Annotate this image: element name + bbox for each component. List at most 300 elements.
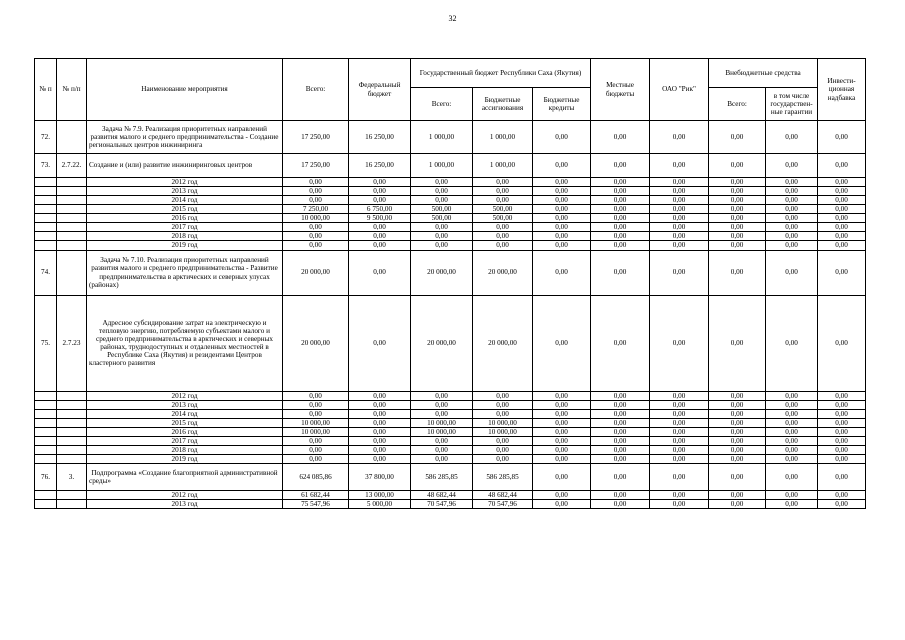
row-code <box>57 232 87 241</box>
row-value: 0,00 <box>533 250 591 295</box>
row-year: 2018 год <box>87 232 283 241</box>
row-num <box>35 436 57 445</box>
row-value: 0,00 <box>766 232 818 241</box>
table-row <box>35 295 866 391</box>
row-value: 0,00 <box>349 196 411 205</box>
row-value: 0,00 <box>818 500 866 509</box>
row-num <box>35 178 57 187</box>
row-value: 0,00 <box>818 454 866 463</box>
row-value: 0,00 <box>591 454 650 463</box>
row-year: 2015 год <box>87 418 283 427</box>
row-value: 0,00 <box>473 454 533 463</box>
row-value: 0,00 <box>818 409 866 418</box>
row-year: 2017 год <box>87 223 283 232</box>
row-value: 0,00 <box>349 187 411 196</box>
row-num <box>35 214 57 223</box>
row-value: 586 285,85 <box>411 464 473 491</box>
row-value: 0,00 <box>533 178 591 187</box>
row-value: 0,00 <box>533 154 591 178</box>
row-value: 0,00 <box>533 491 591 500</box>
row-code <box>57 391 87 400</box>
row-value: 0,00 <box>709 178 766 187</box>
row-value: 0,00 <box>818 391 866 400</box>
row-value: 0,00 <box>766 241 818 250</box>
row-value: 0,00 <box>709 232 766 241</box>
row-value: 0,00 <box>709 205 766 214</box>
row-year: 2017 год <box>87 436 283 445</box>
header-regional-total: Всего: <box>411 88 473 121</box>
row-code: 2.7.22. <box>57 154 87 178</box>
row-code <box>57 409 87 418</box>
row-value: 10 000,00 <box>473 427 533 436</box>
header-regional-credits: Бюджетные кредиты <box>533 88 591 121</box>
row-value: 0,00 <box>591 223 650 232</box>
row-code <box>57 214 87 223</box>
row-value: 0,00 <box>533 445 591 454</box>
row-value: 0,00 <box>818 464 866 491</box>
row-value: 0,00 <box>650 454 709 463</box>
row-value: 0,00 <box>650 436 709 445</box>
row-value: 0,00 <box>650 409 709 418</box>
row-value: 48 682,44 <box>411 491 473 500</box>
row-code <box>57 205 87 214</box>
row-year: 2012 год <box>87 391 283 400</box>
row-value: 0,00 <box>650 187 709 196</box>
row-value: 10 000,00 <box>283 427 349 436</box>
row-name: Задача № 7.9. Реализация приоритетных направлений развития малого и среднего предпринимательства - Создание региональных центров инжиниринга <box>87 121 283 154</box>
row-value: 0,00 <box>709 121 766 154</box>
row-value: 0,00 <box>533 400 591 409</box>
row-value: 0,00 <box>349 400 411 409</box>
row-value: 0,00 <box>473 436 533 445</box>
table-row <box>35 121 866 154</box>
year-row <box>35 409 866 418</box>
row-value: 0,00 <box>650 205 709 214</box>
row-value: 0,00 <box>591 427 650 436</box>
row-value: 1 000,00 <box>473 121 533 154</box>
row-value: 0,00 <box>709 454 766 463</box>
row-num <box>35 491 57 500</box>
row-year: 2014 год <box>87 196 283 205</box>
row-code <box>57 445 87 454</box>
row-value: 0,00 <box>283 391 349 400</box>
row-num <box>35 391 57 400</box>
row-value: 0,00 <box>650 121 709 154</box>
row-name: Задача № 7.10. Реализация приоритетных направлений развития малого и среднего предпринимательства - Развитие предпринимательства в арктических и северных улусах (районах) <box>87 250 283 295</box>
row-value: 0,00 <box>818 154 866 178</box>
row-num <box>35 232 57 241</box>
row-value: 0,00 <box>818 436 866 445</box>
header-federal: Федеральный бюджет <box>349 59 411 121</box>
row-value: 0,00 <box>709 250 766 295</box>
row-value: 0,00 <box>766 391 818 400</box>
row-value: 10 000,00 <box>473 418 533 427</box>
row-value: 0,00 <box>533 214 591 223</box>
row-code <box>57 400 87 409</box>
row-value: 0,00 <box>650 154 709 178</box>
page-number: 32 <box>448 14 457 23</box>
row-value: 0,00 <box>591 232 650 241</box>
header-extra-guarantee: в том числе государствен-ные гарантии <box>766 88 818 121</box>
row-value: 70 547,96 <box>411 500 473 509</box>
row-value: 10 000,00 <box>411 418 473 427</box>
row-value: 0,00 <box>709 491 766 500</box>
row-value: 0,00 <box>591 241 650 250</box>
row-value: 0,00 <box>818 232 866 241</box>
year-row <box>35 400 866 409</box>
row-num <box>35 418 57 427</box>
row-year: 2018 год <box>87 445 283 454</box>
row-value: 0,00 <box>650 241 709 250</box>
row-value: 0,00 <box>283 454 349 463</box>
row-value: 0,00 <box>650 295 709 391</box>
row-value: 0,00 <box>818 418 866 427</box>
row-year: 2019 год <box>87 454 283 463</box>
row-value: 20 000,00 <box>473 295 533 391</box>
row-value: 0,00 <box>709 391 766 400</box>
table-header <box>35 59 866 121</box>
header-total: Всего: <box>283 59 349 121</box>
row-value: 0,00 <box>650 464 709 491</box>
row-value: 0,00 <box>283 409 349 418</box>
row-value: 0,00 <box>818 223 866 232</box>
row-value: 0,00 <box>533 391 591 400</box>
row-value: 0,00 <box>533 464 591 491</box>
row-value: 37 800,00 <box>349 464 411 491</box>
row-value: 20 000,00 <box>283 295 349 391</box>
row-num <box>35 427 57 436</box>
row-code <box>57 121 87 154</box>
row-value: 586 285,85 <box>473 464 533 491</box>
row-value: 0,00 <box>766 436 818 445</box>
row-value: 10 000,00 <box>283 418 349 427</box>
row-value: 0,00 <box>283 241 349 250</box>
row-value: 0,00 <box>591 295 650 391</box>
table-row <box>35 250 866 295</box>
row-value: 0,00 <box>766 187 818 196</box>
row-value: 0,00 <box>650 391 709 400</box>
row-value: 0,00 <box>709 154 766 178</box>
year-row <box>35 445 866 454</box>
row-value: 0,00 <box>766 205 818 214</box>
row-num: 72. <box>35 121 57 154</box>
row-value: 13 000,00 <box>349 491 411 500</box>
row-code <box>57 491 87 500</box>
row-value: 0,00 <box>818 491 866 500</box>
row-num: 75. <box>35 295 57 391</box>
row-name: Создание и (или) развитие инжиниринговых центров <box>87 154 283 178</box>
row-value: 0,00 <box>473 391 533 400</box>
row-num <box>35 500 57 509</box>
row-value: 0,00 <box>283 445 349 454</box>
header-regional-alloc: Бюджетные ассигнования <box>473 88 533 121</box>
row-value: 0,00 <box>349 391 411 400</box>
row-value: 0,00 <box>473 400 533 409</box>
year-row <box>35 241 866 250</box>
row-value: 0,00 <box>650 500 709 509</box>
row-value: 0,00 <box>533 223 591 232</box>
row-value: 10 000,00 <box>411 427 473 436</box>
row-num: 73. <box>35 154 57 178</box>
row-value: 0,00 <box>818 121 866 154</box>
row-value: 0,00 <box>283 178 349 187</box>
row-year: 2019 год <box>87 241 283 250</box>
row-num <box>35 409 57 418</box>
table-body <box>35 121 866 509</box>
row-value: 0,00 <box>766 223 818 232</box>
row-value: 0,00 <box>473 187 533 196</box>
row-value: 0,00 <box>473 223 533 232</box>
header-invest: Инвести-ционная надбавка <box>818 59 866 121</box>
row-year: 2016 год <box>87 427 283 436</box>
row-value: 0,00 <box>709 187 766 196</box>
row-value: 0,00 <box>766 154 818 178</box>
row-value: 0,00 <box>766 491 818 500</box>
row-value: 1 000,00 <box>411 121 473 154</box>
row-value: 0,00 <box>650 196 709 205</box>
header-company: ОАО "Рик" <box>650 59 709 121</box>
row-value: 0,00 <box>473 196 533 205</box>
row-value: 9 500,00 <box>349 214 411 223</box>
header-code: № п/п <box>57 59 87 121</box>
row-value: 0,00 <box>591 391 650 400</box>
year-row <box>35 187 866 196</box>
row-value: 0,00 <box>411 223 473 232</box>
row-value: 0,00 <box>349 445 411 454</box>
row-code <box>57 178 87 187</box>
row-value: 0,00 <box>591 205 650 214</box>
row-value: 0,00 <box>349 436 411 445</box>
row-value: 0,00 <box>650 400 709 409</box>
row-value: 0,00 <box>709 241 766 250</box>
row-value: 0,00 <box>709 196 766 205</box>
row-value: 20 000,00 <box>411 295 473 391</box>
row-value: 0,00 <box>766 409 818 418</box>
row-num <box>35 205 57 214</box>
row-value: 0,00 <box>818 178 866 187</box>
row-value: 0,00 <box>766 445 818 454</box>
row-value: 7 250,00 <box>283 205 349 214</box>
row-value: 0,00 <box>349 223 411 232</box>
row-value: 0,00 <box>411 436 473 445</box>
row-value: 6 750,00 <box>349 205 411 214</box>
row-value: 0,00 <box>283 223 349 232</box>
row-year: 2013 год <box>87 400 283 409</box>
row-value: 0,00 <box>411 232 473 241</box>
row-name: Адресное субсидирование затрат на электрическую и тепловую энергию, потребляемую субъектами малого и среднего предпринимательства в арктических и северных районах, труднодоступных и отдаленных местностей в Республике Саха (Якутия) и резидентами Центров кластерного развития <box>87 295 283 391</box>
row-year: 2013 год <box>87 187 283 196</box>
row-num <box>35 454 57 463</box>
row-num <box>35 241 57 250</box>
row-value: 0,00 <box>533 418 591 427</box>
header-regional-group: Государственный бюджет Республики Саха (Якутия) <box>411 59 591 88</box>
row-value: 0,00 <box>411 445 473 454</box>
row-value: 0,00 <box>818 400 866 409</box>
row-value: 500,00 <box>473 205 533 214</box>
row-value: 0,00 <box>411 409 473 418</box>
year-row <box>35 427 866 436</box>
row-num <box>35 196 57 205</box>
row-code <box>57 241 87 250</box>
year-row <box>35 491 866 500</box>
row-value: 0,00 <box>283 187 349 196</box>
row-value: 0,00 <box>533 500 591 509</box>
row-value: 0,00 <box>473 445 533 454</box>
row-value: 624 085,86 <box>283 464 349 491</box>
row-value: 0,00 <box>591 196 650 205</box>
header-extra-total: Всего: <box>709 88 766 121</box>
row-value: 0,00 <box>709 214 766 223</box>
row-value: 0,00 <box>411 178 473 187</box>
row-value: 17 250,00 <box>283 154 349 178</box>
row-value: 0,00 <box>766 464 818 491</box>
row-value: 0,00 <box>283 196 349 205</box>
row-value: 0,00 <box>591 464 650 491</box>
row-value: 0,00 <box>411 454 473 463</box>
row-value: 0,00 <box>349 295 411 391</box>
row-value: 0,00 <box>349 427 411 436</box>
row-value: 0,00 <box>411 196 473 205</box>
row-value: 0,00 <box>591 436 650 445</box>
row-code: 2.7.23 <box>57 295 87 391</box>
row-value: 0,00 <box>411 400 473 409</box>
row-value: 0,00 <box>533 295 591 391</box>
year-row <box>35 223 866 232</box>
row-value: 0,00 <box>650 445 709 454</box>
row-value: 17 250,00 <box>283 121 349 154</box>
row-value: 0,00 <box>283 232 349 241</box>
header-extra-group: Внебюджетные средства <box>709 59 818 88</box>
row-value: 0,00 <box>766 295 818 391</box>
row-value: 10 000,00 <box>283 214 349 223</box>
row-value: 0,00 <box>818 295 866 391</box>
row-value: 0,00 <box>650 223 709 232</box>
row-value: 61 682,44 <box>283 491 349 500</box>
row-value: 0,00 <box>533 232 591 241</box>
row-value: 0,00 <box>818 214 866 223</box>
row-num <box>35 223 57 232</box>
row-num: 76. <box>35 464 57 491</box>
row-num <box>35 187 57 196</box>
row-value: 0,00 <box>411 241 473 250</box>
row-value: 0,00 <box>818 205 866 214</box>
year-row <box>35 214 866 223</box>
row-value: 16 250,00 <box>349 121 411 154</box>
year-row <box>35 418 866 427</box>
row-value: 1 000,00 <box>411 154 473 178</box>
row-value: 16 250,00 <box>349 154 411 178</box>
row-value: 0,00 <box>411 187 473 196</box>
row-value: 0,00 <box>766 400 818 409</box>
row-year: 2016 год <box>87 214 283 223</box>
row-value: 0,00 <box>591 214 650 223</box>
row-value: 0,00 <box>533 427 591 436</box>
row-value: 0,00 <box>591 178 650 187</box>
row-value: 0,00 <box>591 250 650 295</box>
row-name: Подпрограмма «Создание благоприятной административной среды» <box>87 464 283 491</box>
row-value: 0,00 <box>766 454 818 463</box>
year-row <box>35 436 866 445</box>
row-value: 0,00 <box>650 491 709 500</box>
year-row <box>35 500 866 509</box>
row-value: 70 547,96 <box>473 500 533 509</box>
row-value: 0,00 <box>766 427 818 436</box>
row-value: 0,00 <box>766 250 818 295</box>
row-value: 0,00 <box>650 214 709 223</box>
row-value: 0,00 <box>591 500 650 509</box>
row-code <box>57 187 87 196</box>
row-value: 0,00 <box>591 418 650 427</box>
row-code <box>57 223 87 232</box>
row-value: 0,00 <box>283 400 349 409</box>
row-code <box>57 500 87 509</box>
row-value: 0,00 <box>650 427 709 436</box>
row-value: 0,00 <box>349 250 411 295</box>
year-row <box>35 205 866 214</box>
row-value: 500,00 <box>411 205 473 214</box>
row-value: 20 000,00 <box>411 250 473 295</box>
row-value: 0,00 <box>709 500 766 509</box>
row-value: 0,00 <box>349 232 411 241</box>
row-num: 74. <box>35 250 57 295</box>
row-value: 0,00 <box>709 223 766 232</box>
row-code <box>57 427 87 436</box>
row-value: 0,00 <box>709 400 766 409</box>
row-value: 0,00 <box>533 436 591 445</box>
year-row <box>35 391 866 400</box>
row-year: 2012 год <box>87 491 283 500</box>
row-value: 500,00 <box>473 214 533 223</box>
row-value: 0,00 <box>533 241 591 250</box>
row-value: 0,00 <box>818 196 866 205</box>
row-value: 0,00 <box>533 205 591 214</box>
row-value: 0,00 <box>349 418 411 427</box>
row-value: 500,00 <box>411 214 473 223</box>
table-row <box>35 464 866 491</box>
row-value: 48 682,44 <box>473 491 533 500</box>
header-name: Наименование мероприятия <box>87 59 283 121</box>
header-local: Местные бюджеты <box>591 59 650 121</box>
header-num: № п <box>35 59 57 121</box>
row-value: 0,00 <box>766 418 818 427</box>
row-code <box>57 196 87 205</box>
row-value: 20 000,00 <box>473 250 533 295</box>
row-value: 0,00 <box>709 436 766 445</box>
row-value: 0,00 <box>533 454 591 463</box>
row-value: 0,00 <box>650 418 709 427</box>
row-value: 0,00 <box>650 232 709 241</box>
year-row <box>35 178 866 187</box>
table-row <box>35 154 866 178</box>
row-value: 0,00 <box>818 250 866 295</box>
row-value: 0,00 <box>818 241 866 250</box>
row-value: 0,00 <box>473 409 533 418</box>
row-value: 0,00 <box>818 427 866 436</box>
row-value: 0,00 <box>650 250 709 295</box>
row-value: 0,00 <box>709 427 766 436</box>
row-value: 0,00 <box>709 295 766 391</box>
row-value: 1 000,00 <box>473 154 533 178</box>
row-year: 2012 год <box>87 178 283 187</box>
row-value: 0,00 <box>766 121 818 154</box>
row-code <box>57 250 87 295</box>
row-code: 3. <box>57 464 87 491</box>
year-row <box>35 454 866 463</box>
year-row <box>35 232 866 241</box>
row-value: 0,00 <box>591 409 650 418</box>
row-value: 0,00 <box>818 445 866 454</box>
row-value: 0,00 <box>766 500 818 509</box>
